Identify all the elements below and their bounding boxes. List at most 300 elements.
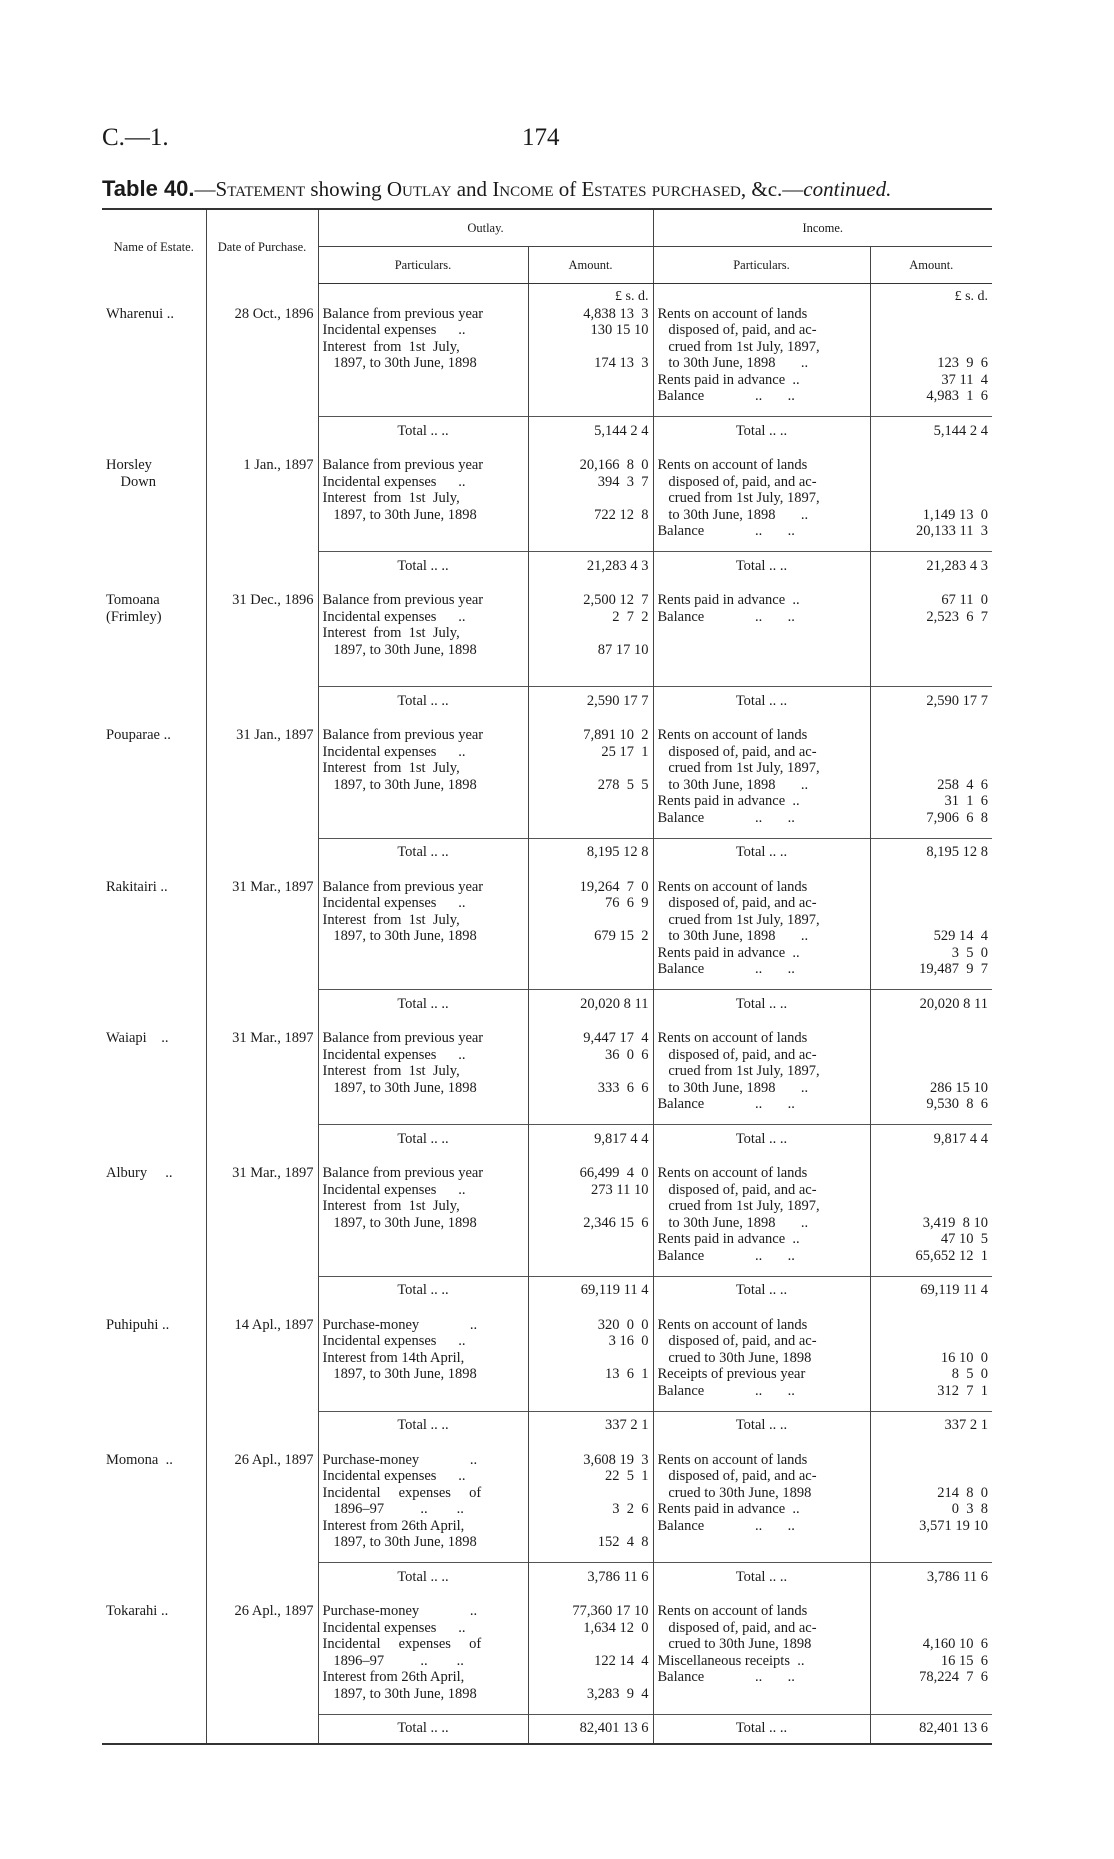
outlay-total: 20,020 8 11	[528, 990, 653, 1019]
income-particular: to 30th June, 1898 ..	[657, 776, 809, 793]
title-and: and	[451, 177, 493, 201]
estate-name: Albury ..	[106, 1165, 173, 1181]
income-amount: 123 9 6	[937, 355, 989, 371]
income-particular: crued from 1st July, 1897,	[657, 338, 820, 355]
outlay-particular: 1897, to 30th June, 1898	[322, 1214, 477, 1231]
income-total-label: Total .. ..	[653, 417, 870, 446]
income-amount: 258 4 6	[937, 776, 989, 793]
estate-row	[102, 1603, 992, 1714]
estate-name: Wharenui ..	[106, 305, 175, 322]
outlay-amount: 2,500 12 7	[583, 592, 649, 608]
outlay-total: 337 2 1	[528, 1411, 653, 1440]
outlay-particular: Incidental expenses ..	[322, 895, 466, 911]
outlay-particular: 1897, to 30th June, 1898	[322, 1534, 477, 1550]
page-number: 174	[522, 124, 560, 151]
income-amount: 19,487 9 7	[919, 961, 989, 977]
income-particular: disposed of, paid, and ac-	[657, 473, 817, 490]
total-row	[102, 990, 992, 1019]
outlay-amount: 174 13 3	[594, 355, 649, 371]
estate-name: Puhipuhi ..	[106, 1316, 170, 1333]
outlay-particular: 1896–97 .. ..	[322, 1501, 464, 1517]
income-amount	[875, 1317, 989, 1334]
outlay-particular: Balance from previous year	[322, 592, 484, 608]
row-spacer	[102, 1305, 992, 1317]
outlay-particular: Incidental expenses ..	[322, 1333, 466, 1349]
income-amount	[875, 457, 989, 474]
outlay-total-label: Total .. ..	[318, 417, 528, 446]
purchase-date: 31 Mar., 1897	[232, 878, 314, 895]
outlay-particular: Interest from 1st July,	[322, 625, 460, 641]
outlay-total-label: Total .. ..	[318, 838, 528, 867]
income-particular: Balance .. ..	[657, 608, 795, 625]
income-particular: Balance .. ..	[657, 1382, 795, 1399]
col-header-income-amount: Amount.	[870, 247, 992, 284]
outlay-total: 9,817 4 4	[528, 1125, 653, 1154]
income-particular: disposed of, paid, and ac-	[657, 895, 817, 911]
income-particular: to 30th June, 1898 ..	[657, 928, 809, 944]
estate-name: Tokarahi ..	[106, 1603, 169, 1619]
outlay-particular: Balance from previous year	[322, 1165, 484, 1181]
outlay-amount: 278 5 5	[597, 776, 649, 793]
total-row	[102, 417, 992, 446]
outlay-total-label: Total .. ..	[318, 990, 528, 1019]
outlay-amount: 394 3 7	[597, 473, 649, 490]
outlay-amount	[533, 1636, 649, 1653]
income-particular: crued from 1st July, 1897,	[657, 760, 820, 776]
estate-row	[102, 1317, 992, 1412]
row-spacer	[102, 1018, 992, 1030]
outlay-particular: Interest from 14th April,	[322, 1349, 465, 1366]
outlay-total-label: Total .. ..	[318, 1125, 528, 1154]
outlay-particular: Purchase-money ..	[322, 1603, 478, 1619]
income-particular: Balance .. ..	[657, 523, 795, 539]
income-total: 8,195 12 8	[870, 838, 992, 867]
outlay-particular: Interest from 1st July,	[322, 490, 460, 506]
outlay-particular: Incidental expenses ..	[322, 322, 466, 338]
col-header-outlay-amount: Amount.	[528, 247, 653, 284]
income-total-label: Total .. ..	[653, 1563, 870, 1592]
title-suffix: &c.—	[746, 177, 804, 201]
income-particular: disposed of, paid, and ac-	[657, 1333, 817, 1349]
outlay-particular: Interest from 26th April,	[322, 1669, 465, 1685]
outlay-amount: 152 4 8	[597, 1534, 649, 1550]
outlay-amount: 3,283 9 4	[586, 1685, 649, 1702]
income-particular: disposed of, paid, and ac-	[657, 1468, 817, 1484]
outlay-particular: Interest from 1st July,	[322, 760, 460, 776]
outlay-particular: Incidental expenses ..	[322, 608, 466, 625]
purchase-date: 14 Apl., 1897	[234, 1316, 314, 1333]
income-particular: crued to 30th June, 1898	[657, 1349, 812, 1366]
income-amount: 65,652 12 1	[915, 1247, 989, 1264]
outlay-total-label: Total .. ..	[318, 1714, 528, 1744]
table-title	[102, 176, 891, 202]
income-amount	[875, 322, 989, 339]
income-amount: 16 15 6	[940, 1652, 989, 1669]
income-amount	[875, 1198, 989, 1215]
estate-name: Tomoana (Frimley)	[106, 592, 162, 625]
total-row	[102, 1714, 992, 1744]
outlay-particular: Incidental expenses ..	[322, 1619, 466, 1636]
outlay-amount: 66,499 4 0	[579, 1165, 649, 1181]
outlay-amount	[533, 1485, 649, 1502]
title-statement: —Statement	[194, 177, 306, 201]
outlay-amount: 2 7 2	[612, 608, 649, 625]
row-spacer	[102, 715, 992, 727]
income-amount: 8 5 0	[951, 1366, 989, 1382]
col-header-income: Income.	[653, 209, 992, 247]
title-outlay: Outlay	[386, 177, 452, 201]
income-total: 9,817 4 4	[870, 1125, 992, 1154]
estate-name: Horsley Down	[106, 457, 156, 490]
income-amount: 312 7 1	[937, 1382, 989, 1399]
outlay-particular: Interest from 1st July,	[322, 338, 460, 355]
income-total: 3,786 11 6	[870, 1563, 992, 1592]
income-particular: Rents on account of lands	[657, 1030, 808, 1046]
income-amount	[875, 1333, 989, 1350]
outlay-amount: 122 14 4	[594, 1652, 649, 1669]
outlay-amount	[533, 1198, 649, 1215]
income-particular: Receipts of previous year	[657, 1366, 806, 1382]
col-header-outlay-particulars: Particulars.	[318, 247, 528, 284]
outlay-particular: 1896–97 .. ..	[322, 1652, 464, 1669]
income-amount: 4,983 1 6	[926, 388, 989, 404]
row-spacer	[102, 580, 992, 592]
outlay-particular: Incidental expenses ..	[322, 1181, 466, 1198]
total-row	[102, 1276, 992, 1305]
income-particular: Rents paid in advance ..	[657, 793, 800, 809]
income-amount	[875, 1047, 989, 1064]
income-amount: 4,160 10 6	[922, 1636, 989, 1652]
outlay-particular: Interest from 1st July,	[322, 1198, 460, 1214]
income-amount: 16 10 0	[940, 1349, 989, 1366]
income-particular: Balance .. ..	[657, 1517, 795, 1534]
income-amount: 20,133 11 3	[916, 523, 989, 539]
estate-row	[102, 592, 992, 687]
estate-name: Pouparae ..	[106, 727, 171, 743]
table-label: Table 40.	[102, 176, 195, 201]
outlay-amount: 722 12 8	[594, 506, 649, 523]
income-amount: 286 15 10	[930, 1079, 989, 1096]
document-code: C.—1.	[102, 124, 169, 151]
total-row	[102, 838, 992, 867]
income-particular: Rents paid in advance ..	[657, 1231, 800, 1247]
purchase-date: 26 Apl., 1897	[234, 1603, 314, 1619]
purchase-date: 31 Mar., 1897	[232, 1165, 314, 1181]
outlay-amount: 2,346 15 6	[583, 1214, 649, 1231]
income-total-label: Total .. ..	[653, 1411, 870, 1440]
income-particular: Rents paid in advance ..	[657, 1501, 800, 1517]
outlay-amount	[533, 490, 649, 507]
income-amount	[875, 1165, 989, 1182]
outlay-particular: 1897, to 30th June, 1898	[322, 641, 477, 658]
income-total: 2,590 17 7	[870, 687, 992, 716]
title-continued: continued.	[803, 177, 892, 201]
income-amount	[875, 760, 989, 777]
title-of: of	[553, 177, 582, 201]
income-amount: 2,523 6 7	[926, 608, 989, 625]
outlay-particular: Balance from previous year	[322, 727, 484, 743]
outlay-amount: 36 0 6	[605, 1046, 649, 1063]
outlay-total: 8,195 12 8	[528, 838, 653, 867]
estate-name: Momona ..	[106, 1451, 173, 1468]
income-amount	[875, 1452, 989, 1469]
income-amount: 9,530 8 6	[926, 1096, 989, 1112]
statement-table	[102, 208, 992, 1745]
income-particular: to 30th June, 1898 ..	[657, 1214, 809, 1231]
outlay-total-label: Total .. ..	[318, 552, 528, 581]
income-particular: Balance .. ..	[657, 1669, 795, 1685]
outlay-amount	[533, 760, 649, 777]
outlay-amount	[533, 1063, 649, 1080]
outlay-particular: Purchase-money ..	[322, 1451, 478, 1468]
income-amount: 1,149 13 0	[922, 506, 989, 523]
income-amount	[875, 1620, 989, 1637]
income-particular: crued from 1st July, 1897,	[657, 490, 820, 506]
income-total: 20,020 8 11	[870, 990, 992, 1019]
outlay-particular: 1897, to 30th June, 1898	[322, 1079, 477, 1096]
income-particular: crued from 1st July, 1897,	[657, 1063, 820, 1079]
outlay-total: 5,144 2 4	[528, 417, 653, 446]
outlay-total-label: Total .. ..	[318, 1276, 528, 1305]
income-amount: 47 10 5	[940, 1231, 989, 1247]
income-amount	[875, 1182, 989, 1199]
income-total-label: Total .. ..	[653, 1714, 870, 1744]
income-particular: to 30th June, 1898 ..	[657, 506, 809, 523]
outlay-amount: 4,838 13 3	[583, 305, 649, 322]
income-amount	[875, 912, 989, 929]
outlay-amount: 9,447 17 4	[583, 1030, 649, 1046]
units-row	[102, 284, 992, 306]
estate-row	[102, 1165, 992, 1276]
purchase-date: 26 Apl., 1897	[234, 1451, 314, 1468]
outlay-particular: 1897, to 30th June, 1898	[322, 928, 477, 944]
income-amount	[875, 744, 989, 761]
outlay-amount: 19,264 7 0	[579, 878, 649, 895]
income-particular: crued to 30th June, 1898	[657, 1484, 812, 1501]
income-particular: disposed of, paid, and ac-	[657, 1619, 817, 1636]
income-units: £ s. d.	[870, 284, 992, 306]
title-income: Income	[492, 177, 554, 201]
income-particular: disposed of, paid, and ac-	[657, 322, 817, 338]
income-total-label: Total .. ..	[653, 838, 870, 867]
outlay-particular: 1897, to 30th June, 1898	[322, 1685, 477, 1702]
outlay-total-label: Total .. ..	[318, 1563, 528, 1592]
income-total: 69,119 11 4	[870, 1276, 992, 1305]
total-row	[102, 1125, 992, 1154]
outlay-amount	[533, 339, 649, 356]
total-row	[102, 1411, 992, 1440]
outlay-particular: Incidental expenses ..	[322, 473, 466, 490]
outlay-amount: 87 17 10	[597, 641, 649, 658]
outlay-particular: Balance from previous year	[322, 457, 484, 473]
outlay-total: 82,401 13 6	[528, 1714, 653, 1744]
income-particular: crued from 1st July, 1897,	[657, 1198, 820, 1214]
outlay-amount	[533, 1518, 649, 1535]
income-amount	[875, 1063, 989, 1080]
document-page	[102, 0, 992, 1859]
outlay-particular: Incidental expenses of	[322, 1484, 482, 1501]
income-amount: 3,419 8 10	[922, 1214, 989, 1231]
income-total-label: Total .. ..	[653, 687, 870, 716]
outlay-particular: Incidental expenses ..	[322, 743, 466, 760]
income-particular: Rents on account of lands	[657, 305, 808, 322]
outlay-particular: Balance from previous year	[322, 1030, 484, 1046]
outlay-particular: Interest from 1st July,	[322, 1063, 460, 1079]
outlay-particular: Purchase-money ..	[322, 1316, 478, 1333]
estate-name: Rakitairi ..	[106, 878, 168, 895]
outlay-particular: 1897, to 30th June, 1898	[322, 506, 477, 523]
purchase-date: 1 Jan., 1897	[243, 457, 314, 473]
row-spacer	[102, 445, 992, 457]
income-amount: 78,224 7 6	[919, 1669, 989, 1685]
estate-row	[102, 1030, 992, 1125]
total-row	[102, 1563, 992, 1592]
outlay-particular: 1897, to 30th June, 1898	[322, 776, 477, 793]
income-particular: Balance .. ..	[657, 1096, 795, 1112]
income-particular: Balance .. ..	[657, 809, 795, 826]
row-spacer	[102, 1440, 992, 1452]
outlay-amount: 3,608 19 3	[583, 1451, 649, 1468]
income-particular: Rents on account of lands	[657, 1603, 808, 1619]
outlay-total-label: Total .. ..	[318, 1411, 528, 1440]
outlay-total: 3,786 11 6	[528, 1563, 653, 1592]
row-spacer	[102, 1153, 992, 1165]
income-particular: Rents on account of lands	[657, 727, 808, 743]
outlay-amount: 20,166 8 0	[579, 457, 649, 473]
income-amount	[875, 490, 989, 507]
income-particular: crued from 1st July, 1897,	[657, 911, 820, 928]
total-row	[102, 552, 992, 581]
outlay-amount: 320 0 0	[597, 1316, 649, 1333]
income-total-label: Total .. ..	[653, 1276, 870, 1305]
income-particular: Rents on account of lands	[657, 457, 808, 473]
outlay-amount: 76 6 9	[605, 895, 649, 911]
col-header-income-particulars: Particulars.	[653, 247, 870, 284]
income-particular: Balance .. ..	[657, 388, 795, 404]
income-amount	[875, 727, 989, 744]
outlay-particular: 1897, to 30th June, 1898	[322, 1366, 477, 1382]
outlay-amount: 7,891 10 2	[583, 727, 649, 743]
income-particular: to 30th June, 1898 ..	[657, 1079, 809, 1096]
statement-body	[102, 284, 992, 1744]
outlay-amount	[533, 1350, 649, 1367]
income-total: 337 2 1	[870, 1411, 992, 1440]
income-amount: 214 8 0	[937, 1484, 989, 1501]
income-total: 21,283 4 3	[870, 552, 992, 581]
outlay-amount: 130 15 10	[590, 322, 649, 338]
income-amount: 3,571 19 10	[919, 1517, 989, 1534]
estate-row	[102, 879, 992, 990]
income-total-label: Total .. ..	[653, 552, 870, 581]
outlay-particular: Balance from previous year	[322, 305, 484, 322]
income-amount	[875, 339, 989, 356]
outlay-particular: Interest from 26th April,	[322, 1517, 465, 1534]
outlay-amount: 3 16 0	[608, 1333, 649, 1349]
income-amount	[875, 895, 989, 912]
col-header-date: Date of Purchase.	[206, 209, 318, 284]
outlay-total-label: Total .. ..	[318, 687, 528, 716]
income-particular: Balance .. ..	[657, 961, 795, 977]
income-particular: Rents on account of lands	[657, 1165, 808, 1181]
outlay-amount: 273 11 10	[591, 1181, 649, 1198]
outlay-amount: 679 15 2	[594, 928, 649, 944]
income-particular: to 30th June, 1898 ..	[657, 355, 809, 371]
income-amount	[875, 1030, 989, 1047]
outlay-units: £ s. d.	[528, 284, 653, 306]
outlay-particular: Incidental expenses ..	[322, 1468, 466, 1484]
title-estates: Estates purchased,	[581, 177, 747, 201]
col-header-name: Name of Estate.	[113, 239, 194, 254]
income-particular: crued to 30th June, 1898	[657, 1636, 812, 1652]
purchase-date: 28 Oct., 1896	[234, 305, 314, 322]
outlay-amount	[533, 912, 649, 929]
total-row	[102, 687, 992, 716]
income-amount	[875, 474, 989, 491]
income-amount	[875, 306, 989, 323]
outlay-amount	[533, 1669, 649, 1686]
income-particular: Miscellaneous receipts ..	[657, 1652, 805, 1669]
income-particular: disposed of, paid, and ac-	[657, 1181, 817, 1198]
estate-row	[102, 1452, 992, 1563]
estate-row	[102, 457, 992, 552]
outlay-total: 21,283 4 3	[528, 552, 653, 581]
outlay-amount	[533, 625, 649, 642]
income-amount: 529 14 4	[933, 928, 989, 944]
outlay-amount: 77,360 17 10	[572, 1603, 649, 1619]
outlay-particular: Incidental expenses of	[322, 1636, 482, 1652]
income-particular: Rents on account of lands	[657, 1316, 808, 1333]
income-particular: disposed of, paid, and ac-	[657, 743, 817, 760]
estate-row	[102, 306, 992, 417]
income-particular: Rents paid in advance ..	[657, 944, 800, 961]
income-particular: Rents paid in advance ..	[657, 371, 800, 388]
income-amount	[875, 1468, 989, 1485]
outlay-amount: 333 6 6	[597, 1079, 649, 1096]
outlay-particular: Interest from 1st July,	[322, 911, 460, 928]
income-amount: 31 1 6	[944, 793, 989, 809]
income-particular: disposed of, paid, and ac-	[657, 1046, 817, 1063]
col-header-outlay: Outlay.	[318, 209, 653, 247]
outlay-amount: 1,634 12 0	[583, 1619, 649, 1636]
outlay-amount: 25 17 1	[601, 743, 649, 760]
outlay-particular: Incidental expenses ..	[322, 1046, 466, 1063]
purchase-date: 31 Mar., 1897	[232, 1030, 314, 1046]
income-particular: Rents on account of lands	[657, 1451, 808, 1468]
outlay-particular: 1897, to 30th June, 1898	[322, 355, 477, 371]
outlay-amount: 3 2 6	[612, 1501, 649, 1517]
income-amount: 67 11 0	[941, 592, 989, 608]
outlay-amount: 13 6 1	[605, 1366, 649, 1382]
income-amount: 0 3 8	[951, 1501, 989, 1517]
title-showing: showing	[305, 177, 387, 201]
income-amount: 3 5 0	[951, 944, 989, 961]
row-spacer	[102, 867, 992, 879]
estate-name: Waiapi ..	[106, 1030, 169, 1046]
outlay-total: 69,119 11 4	[528, 1276, 653, 1305]
outlay-total: 2,590 17 7	[528, 687, 653, 716]
row-spacer	[102, 1591, 992, 1603]
income-amount: 37 11 4	[941, 371, 989, 388]
income-amount	[875, 879, 989, 896]
income-total-label: Total .. ..	[653, 1125, 870, 1154]
income-amount: 7,906 6 8	[926, 809, 989, 826]
income-particular: Rents paid in advance ..	[657, 592, 800, 608]
income-total: 82,401 13 6	[870, 1714, 992, 1744]
income-particular: Rents on account of lands	[657, 878, 808, 895]
purchase-date: 31 Dec., 1896	[232, 592, 314, 608]
income-amount	[875, 1603, 989, 1620]
purchase-date: 31 Jan., 1897	[236, 727, 314, 743]
